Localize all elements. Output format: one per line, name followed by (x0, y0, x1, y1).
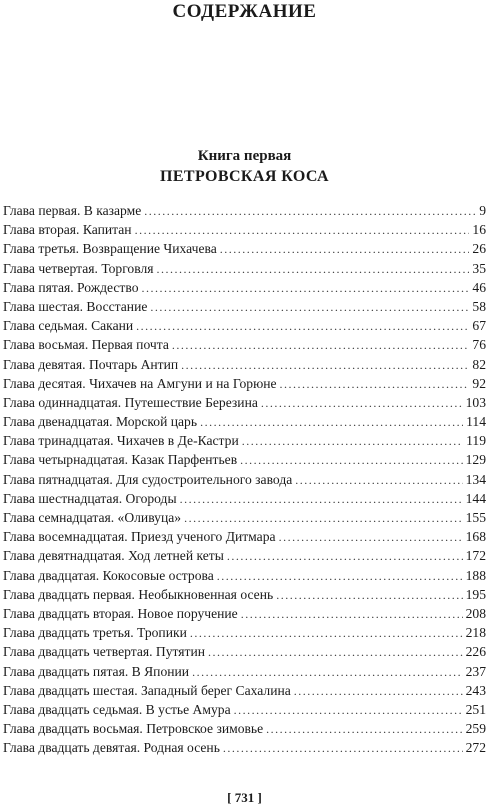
toc-entry-page: 144 (465, 490, 486, 506)
dot-leader (276, 586, 462, 605)
toc-entry-title: Глава двадцать шестая. Западный берег Сахалина (3, 682, 291, 698)
toc-entry[interactable] (3, 470, 486, 489)
toc-entry-page: 35 (472, 260, 486, 276)
toc-entry[interactable] (3, 393, 486, 412)
toc-entry[interactable] (3, 738, 486, 757)
toc-entry-page: 26 (472, 241, 486, 257)
dot-leader (220, 240, 470, 259)
toc-entry-title: Глава девятнадцатая. Ход летней кеты (3, 548, 224, 564)
dot-leader (217, 567, 463, 586)
toc-entry-title: Глава шестая. Восстание (3, 298, 148, 314)
toc-entry-page: 16 (472, 222, 486, 238)
toc-entry[interactable] (3, 220, 486, 239)
dot-leader (172, 336, 470, 355)
dot-leader (294, 682, 463, 701)
dot-leader (200, 413, 463, 432)
toc-entry-title: Глава восемнадцатая. Приезд ученого Дитмара (3, 529, 276, 545)
toc-entry-title: Глава двадцать пятая. В Японии (3, 663, 190, 679)
toc-entry-title: Глава четырнадцатая. Казак Парфентьев (3, 452, 238, 468)
toc-entry-title: Глава двадцать девятая. Родная осень (3, 740, 220, 756)
dot-leader (240, 451, 462, 470)
dot-leader (150, 298, 469, 317)
dot-leader (295, 471, 462, 490)
dot-leader (241, 605, 463, 624)
toc-entry-page: 237 (465, 663, 486, 679)
toc-entry-page: 251 (465, 701, 486, 717)
toc-entry-page: 67 (472, 318, 486, 334)
page-number: [ 731 ] (227, 790, 262, 805)
toc-entry-title: Глава семнадцатая. «Оливуца» (3, 510, 182, 525)
toc-entry-page: 226 (465, 644, 486, 660)
toc-entry[interactable] (3, 719, 486, 738)
toc-entry-title: Глава двенадцатая. Морской царь (3, 414, 198, 430)
dot-leader (184, 509, 463, 528)
dot-leader (227, 547, 463, 566)
toc-entry-title: Глава двадцать третья. Тропики (3, 625, 187, 641)
toc-entry[interactable] (3, 566, 486, 585)
dot-leader (180, 490, 463, 509)
dot-leader (136, 317, 469, 336)
toc-entry-page: 58 (472, 298, 486, 314)
toc-entry-page: 119 (466, 433, 486, 449)
toc-entry-title: Глава девятая. Почтарь Антип (3, 356, 179, 372)
dot-leader (234, 701, 463, 720)
toc-entry[interactable] (3, 508, 486, 527)
toc-entry[interactable] (3, 412, 486, 431)
toc-entry-title: Глава восьмая. Первая почта (3, 337, 169, 353)
dot-leader (280, 375, 470, 394)
toc-entry-title: Глава пятая. Рождество (3, 279, 139, 295)
toc-entry-page: 218 (465, 625, 486, 641)
toc-entry-page: 195 (465, 586, 486, 602)
toc-entry[interactable] (3, 259, 486, 278)
toc-entry-title: Глава четвертая. Торговля (3, 260, 154, 276)
toc-entry-title: Глава двадцать восьмая. Петровское зимовье (3, 721, 264, 737)
toc-entry-page: 134 (465, 471, 486, 487)
table-of-contents (3, 201, 486, 757)
toc-entry-title: Глава двадцатая. Кокосовые острова (3, 567, 214, 583)
dot-leader (157, 260, 470, 279)
toc-entry[interactable] (3, 316, 486, 335)
dot-leader (135, 221, 470, 240)
dot-leader (142, 279, 470, 298)
toc-entry-page: 92 (472, 375, 486, 391)
part-title: ПЕТРОВСКАЯ КОСА (159, 168, 329, 185)
toc-entry[interactable] (3, 335, 486, 354)
dot-leader (181, 356, 469, 375)
toc-entry-title: Глава вторая. Капитан (3, 222, 132, 238)
toc-entry[interactable] (3, 585, 486, 604)
toc-entry-title: Глава тринадцатая. Чихачев в Де-Кастри (3, 433, 239, 449)
toc-entry-page: 208 (465, 605, 486, 621)
toc-entry[interactable] (3, 297, 486, 316)
toc-entry-page: 76 (472, 337, 486, 353)
toc-entry-page: 9 (479, 203, 486, 218)
toc-entry[interactable] (3, 662, 486, 681)
toc-entry-page: 188 (465, 567, 486, 583)
toc-entry-title: Глава третья. Возвращение Чихачева (3, 241, 217, 257)
toc-entry[interactable] (3, 201, 486, 220)
toc-entry-page: 172 (465, 548, 486, 564)
toc-entry-title: Глава двадцать четвертая. Путятин (3, 644, 206, 660)
toc-entry-title: Глава двадцать первая. Необыкновенная осень (3, 586, 274, 602)
dot-leader (190, 624, 463, 643)
toc-entry-title: Глава одиннадцатая. Путешествие Березина (3, 394, 258, 410)
toc-entry[interactable] (3, 642, 486, 661)
toc-entry-page: 82 (472, 356, 486, 372)
toc-entry[interactable] (3, 431, 486, 450)
dot-leader (279, 528, 463, 547)
toc-entry-title: Глава двадцать седьмая. В устье Амура (3, 701, 231, 717)
toc-entry[interactable] (3, 681, 486, 700)
toc-entry-page: 155 (465, 510, 486, 525)
book-label: Книга первая (197, 148, 292, 164)
dot-leader (192, 663, 463, 682)
dot-leader (261, 394, 463, 413)
toc-entry-title: Глава двадцать вторая. Новое поручение (3, 605, 238, 621)
toc-entry-page: 259 (465, 721, 486, 737)
dot-leader (208, 643, 463, 662)
toc-entry[interactable] (3, 374, 486, 393)
toc-entry[interactable] (3, 623, 486, 642)
toc-entry[interactable] (3, 239, 486, 258)
toc-entry-title: Глава пятнадцатая. Для судостроительного завода (3, 471, 293, 487)
dot-leader (223, 739, 463, 758)
toc-entry[interactable] (3, 450, 486, 469)
dot-leader (242, 432, 463, 451)
toc-entry-page: 272 (465, 740, 486, 756)
toc-entry-page: 168 (465, 529, 486, 545)
toc-entry-title: Глава первая. В казарме (3, 203, 142, 218)
toc-entry-title: Глава десятая. Чихачев на Амгуни и на Горюне (3, 375, 277, 391)
toc-entry-page: 103 (465, 394, 486, 410)
toc-entry-page: 46 (472, 279, 486, 295)
toc-entry[interactable] (3, 604, 486, 623)
contents-heading: СОДЕРЖАНИЕ (172, 1, 317, 22)
toc-entry[interactable] (3, 355, 486, 374)
toc-entry[interactable] (3, 278, 486, 297)
toc-entry[interactable] (3, 527, 486, 546)
toc-entry-page: 114 (466, 414, 486, 430)
toc-entry-page: 129 (465, 452, 486, 468)
toc-entry[interactable] (3, 700, 486, 719)
toc-entry-title: Глава седьмая. Сакани (3, 318, 134, 334)
toc-entry[interactable] (3, 546, 486, 565)
dot-leader (144, 202, 476, 221)
toc-entry-title: Глава шестнадцатая. Огороды (3, 490, 177, 506)
dot-leader (266, 720, 462, 739)
toc-entry[interactable] (3, 489, 486, 508)
toc-entry-page: 243 (465, 682, 486, 698)
